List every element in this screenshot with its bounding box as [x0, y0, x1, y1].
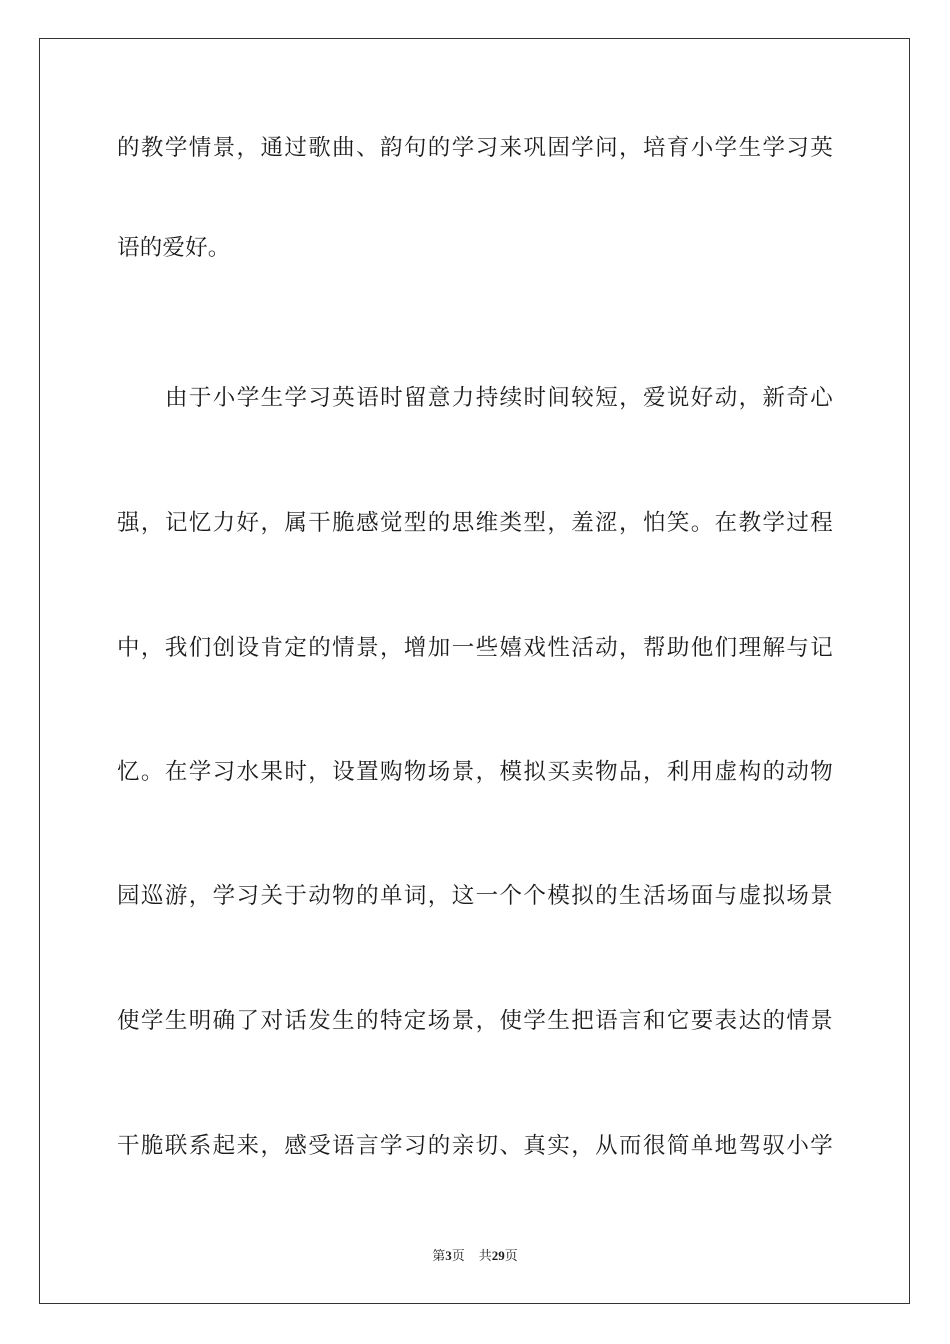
page-footer [0, 1247, 950, 1266]
page-number: 3 [445, 1248, 452, 1263]
page-suffix: 页 [451, 1249, 465, 1264]
total-pages: 29 [491, 1248, 505, 1263]
body-text-line-7: 园巡游，学习关于动物的单词，这一个个模拟的生活场面与虚拟场景 [117, 883, 833, 909]
body-text-line-2: 语的爱好。 [117, 235, 231, 261]
page-border [39, 38, 910, 1304]
body-text-line-4: 强，记忆力好，属干脆感觉型的思维类型，羞涩，怕笑。在教学过程 [117, 510, 833, 536]
body-text-line-5: 中，我们创设肯定的情景，增加一些嬉戏性活动，帮助他们理解与记 [117, 635, 833, 661]
total-suffix: 页 [504, 1249, 518, 1264]
total-prefix: 共 [478, 1249, 492, 1264]
body-text-line-1: 的教学情景，通过歌曲、韵句的学习来巩固学问，培育小学生学习英 [117, 135, 833, 161]
body-text-line-9: 干脆联系起来，感受语言学习的亲切、真实，从而很简单地驾驭小学 [117, 1133, 833, 1159]
body-text-line-8: 使学生明确了对话发生的特定场景，使学生把语言和它要表达的情景 [117, 1008, 833, 1034]
page-prefix: 第 [432, 1249, 446, 1264]
body-text-line-6: 忆。在学习水果时，设置购物场景，模拟买卖物品，利用虚构的动物 [117, 759, 833, 785]
body-text-line-3: 由于小学生学习英语时留意力持续时间较短，爱说好动，新奇心 [165, 385, 833, 411]
